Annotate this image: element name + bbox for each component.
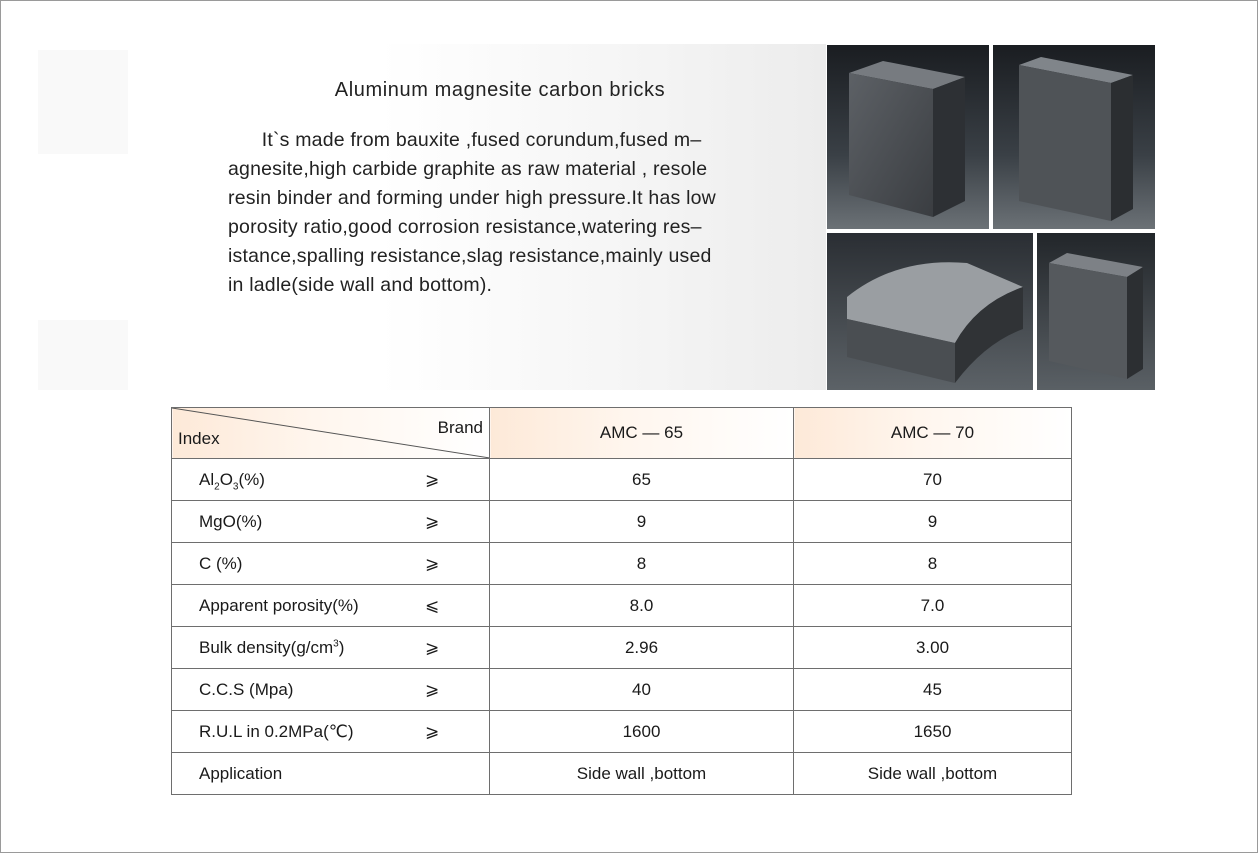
table-cell: 1600 [490,711,794,753]
row-label: C (%) [199,554,243,573]
row-label: Apparent porosity(%) [199,596,359,615]
table-cell: 8 [490,543,794,585]
background-square [38,50,128,154]
arc-brick-photo [827,233,1033,390]
product-description [228,126,776,300]
table-row [172,543,1072,585]
table-row [172,585,1072,627]
comparison-symbol: ⩾ [425,512,440,532]
table-header-row [172,408,1072,459]
table-cell: Side wall ,bottom [794,753,1072,795]
table-cell: 8 [794,543,1072,585]
index-label: Index [178,429,220,448]
comparison-symbol: ⩽ [425,596,440,616]
spec-table [171,407,1072,795]
description-line: agnesite,high carbide graphite as raw material , resole [228,158,708,180]
comparison-symbol: ⩾ [425,554,440,574]
table-cell: 45 [794,669,1072,711]
table-row [172,627,1072,669]
background-square [38,320,128,390]
description-line: It`s made from bauxite ,fused corundum,fused m– [228,129,702,151]
table-cell: 40 [490,669,794,711]
row-label: MgO(%) [199,512,263,531]
table-cell: 9 [490,501,794,543]
comparison-symbol: ⩾ [425,470,440,490]
description-line: istance,spalling resistance,slag resistance,mainly used [228,245,712,267]
product-title: Aluminum magnesite carbon bricks [334,79,666,101]
comparison-symbol: ⩾ [425,722,440,742]
table-cell: 9 [794,501,1072,543]
table-row [172,669,1072,711]
row-label: C.C.S (Mpa) [199,680,294,699]
table-cell: 2.96 [490,627,794,669]
description-line: porosity ratio,good corrosion resistance,watering res– [228,216,702,238]
comparison-symbol: ⩾ [425,638,440,658]
brick-photo-1 [827,45,989,229]
table-row [172,711,1072,753]
corner-cell [172,408,490,459]
table-cell: 65 [490,459,794,501]
brick-photo-3 [1037,233,1155,390]
brand-label: Brand [437,418,483,437]
table-cell: 8.0 [490,585,794,627]
description-line: in ladle(side wall and bottom). [228,274,493,296]
comparison-symbol: ⩾ [425,680,440,700]
table-cell: 1650 [794,711,1072,753]
table-cell: Side wall ,bottom [490,753,794,795]
description-line: resin binder and forming under high pressure.It has low [228,187,716,209]
table-cell: 7.0 [794,585,1072,627]
table-row [172,753,1072,795]
table-row [172,459,1072,501]
brand-header: AMC — 70 [794,408,1072,459]
table-row [172,501,1072,543]
table-cell: 3.00 [794,627,1072,669]
row-label: Bulk $density(g/cm^3)$ [199,638,345,657]
brand-header: AMC — 65 [490,408,794,459]
row-label: R.U.L in 0.2MPa(℃) [199,722,354,741]
row-label: Application [199,764,283,783]
brick-photo-2 [993,45,1155,229]
row-label: $Al_2O_3(\%)$ [199,470,265,493]
table-cell: 70 [794,459,1072,501]
